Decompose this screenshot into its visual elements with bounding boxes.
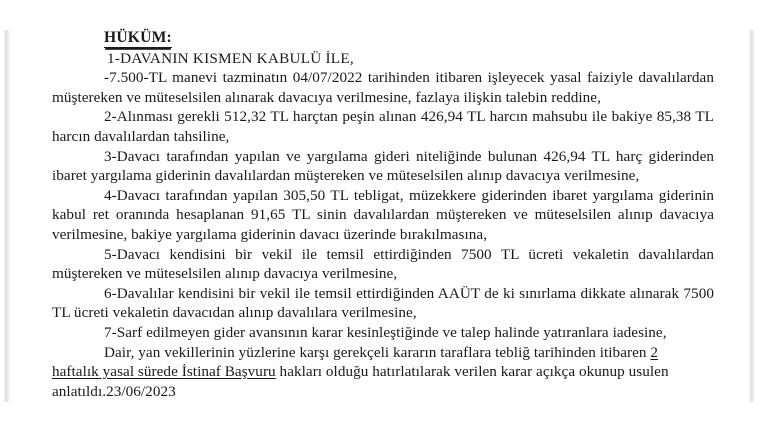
document-heading xyxy=(52,28,714,48)
ruling-item: -7.500-TL manevi tazminatın 04/07/2022 tarihinden itibaren işleyecek yasal faiziyle davalılardan müştereken ve müteselsilen alınarak davacıya verilmesine, fazlaya ilişkin talebin reddine, xyxy=(52,69,714,106)
ruling-item: 6-Davalılar kendisini bir vekil ile temsil ettirdiğinden AAÜT de ki sınırlama dikkate alınarak 7500 TL ücreti vekaletin davacıdan alınıp davalılara verilmesine, xyxy=(52,284,714,322)
ruling-item: 2-Alınması gerekli 512,32 TL harçtan peşin alınan 426,94 TL harcın mahsubu ile bakiye 85,38 TL harcın davalılardan tahsiline, xyxy=(52,108,714,145)
ruling-item: 4-Davacı tarafından yapılan 305,50 TL tebligat, müzekkere giderinden ibaret yargılama giderinin kabul ret oranında hesaplanan 91,65 TL sinin davalılardan müştereken ve müteselsilen alınıp davacıya verilmesine, bakiye yargılama giderinin davacı üzerinde bırakılmasına, xyxy=(52,186,714,243)
ruling-item: 5-Davacı kendisini bir vekil ile temsil ettirdiğinden 7500 TL ücreti vekaletin davalılardan müştereken ve müteselsilen alınıp davacıya verilmesine, xyxy=(52,245,714,283)
ruling-line: 1-DAVANIN KISMEN KABULÜ İLE, xyxy=(107,49,354,67)
closing-paragraph xyxy=(52,343,714,363)
ruling-item: 3-Davacı tarafından yapılan ve yargılama gideri niteliğinde bulunan 426,94 TL harç giderinden ibaret yargılama giderinin davalılardan müştereken ve müteselsilen alınıp davacıya verilmesine, xyxy=(52,147,714,185)
ruling-item: 7-Sarf edilmeyen gider avansının karar kesinleştiğinde ve talep halinde yatıranlara iadesine, xyxy=(104,323,667,341)
closing-paragraph-continued xyxy=(52,362,714,382)
page-edge-shadow-left xyxy=(4,30,10,402)
closing-segment-second: hakları olduğu hatırlatılarak verilen karar açıkça okunup usulen xyxy=(275,363,669,381)
page-edge-shadow-right xyxy=(748,30,754,402)
closing-segment-first: Dair, yan vekillerinin yüzlerine karşı gerekçeli kararın taraflara tebliğ tarihinden itibaren xyxy=(104,343,651,361)
closing-underlined-number: 2 xyxy=(650,343,659,361)
closing-date-line: anlatıldı.23/06/2023 xyxy=(52,382,176,400)
closing-underlined-period: haftalık yasal sürede xyxy=(52,363,182,381)
document-heading-text: HÜKÜM: xyxy=(104,29,172,46)
document-body xyxy=(52,28,714,401)
closing-underlined-appeal: İstinaf Başvuru xyxy=(181,363,276,381)
